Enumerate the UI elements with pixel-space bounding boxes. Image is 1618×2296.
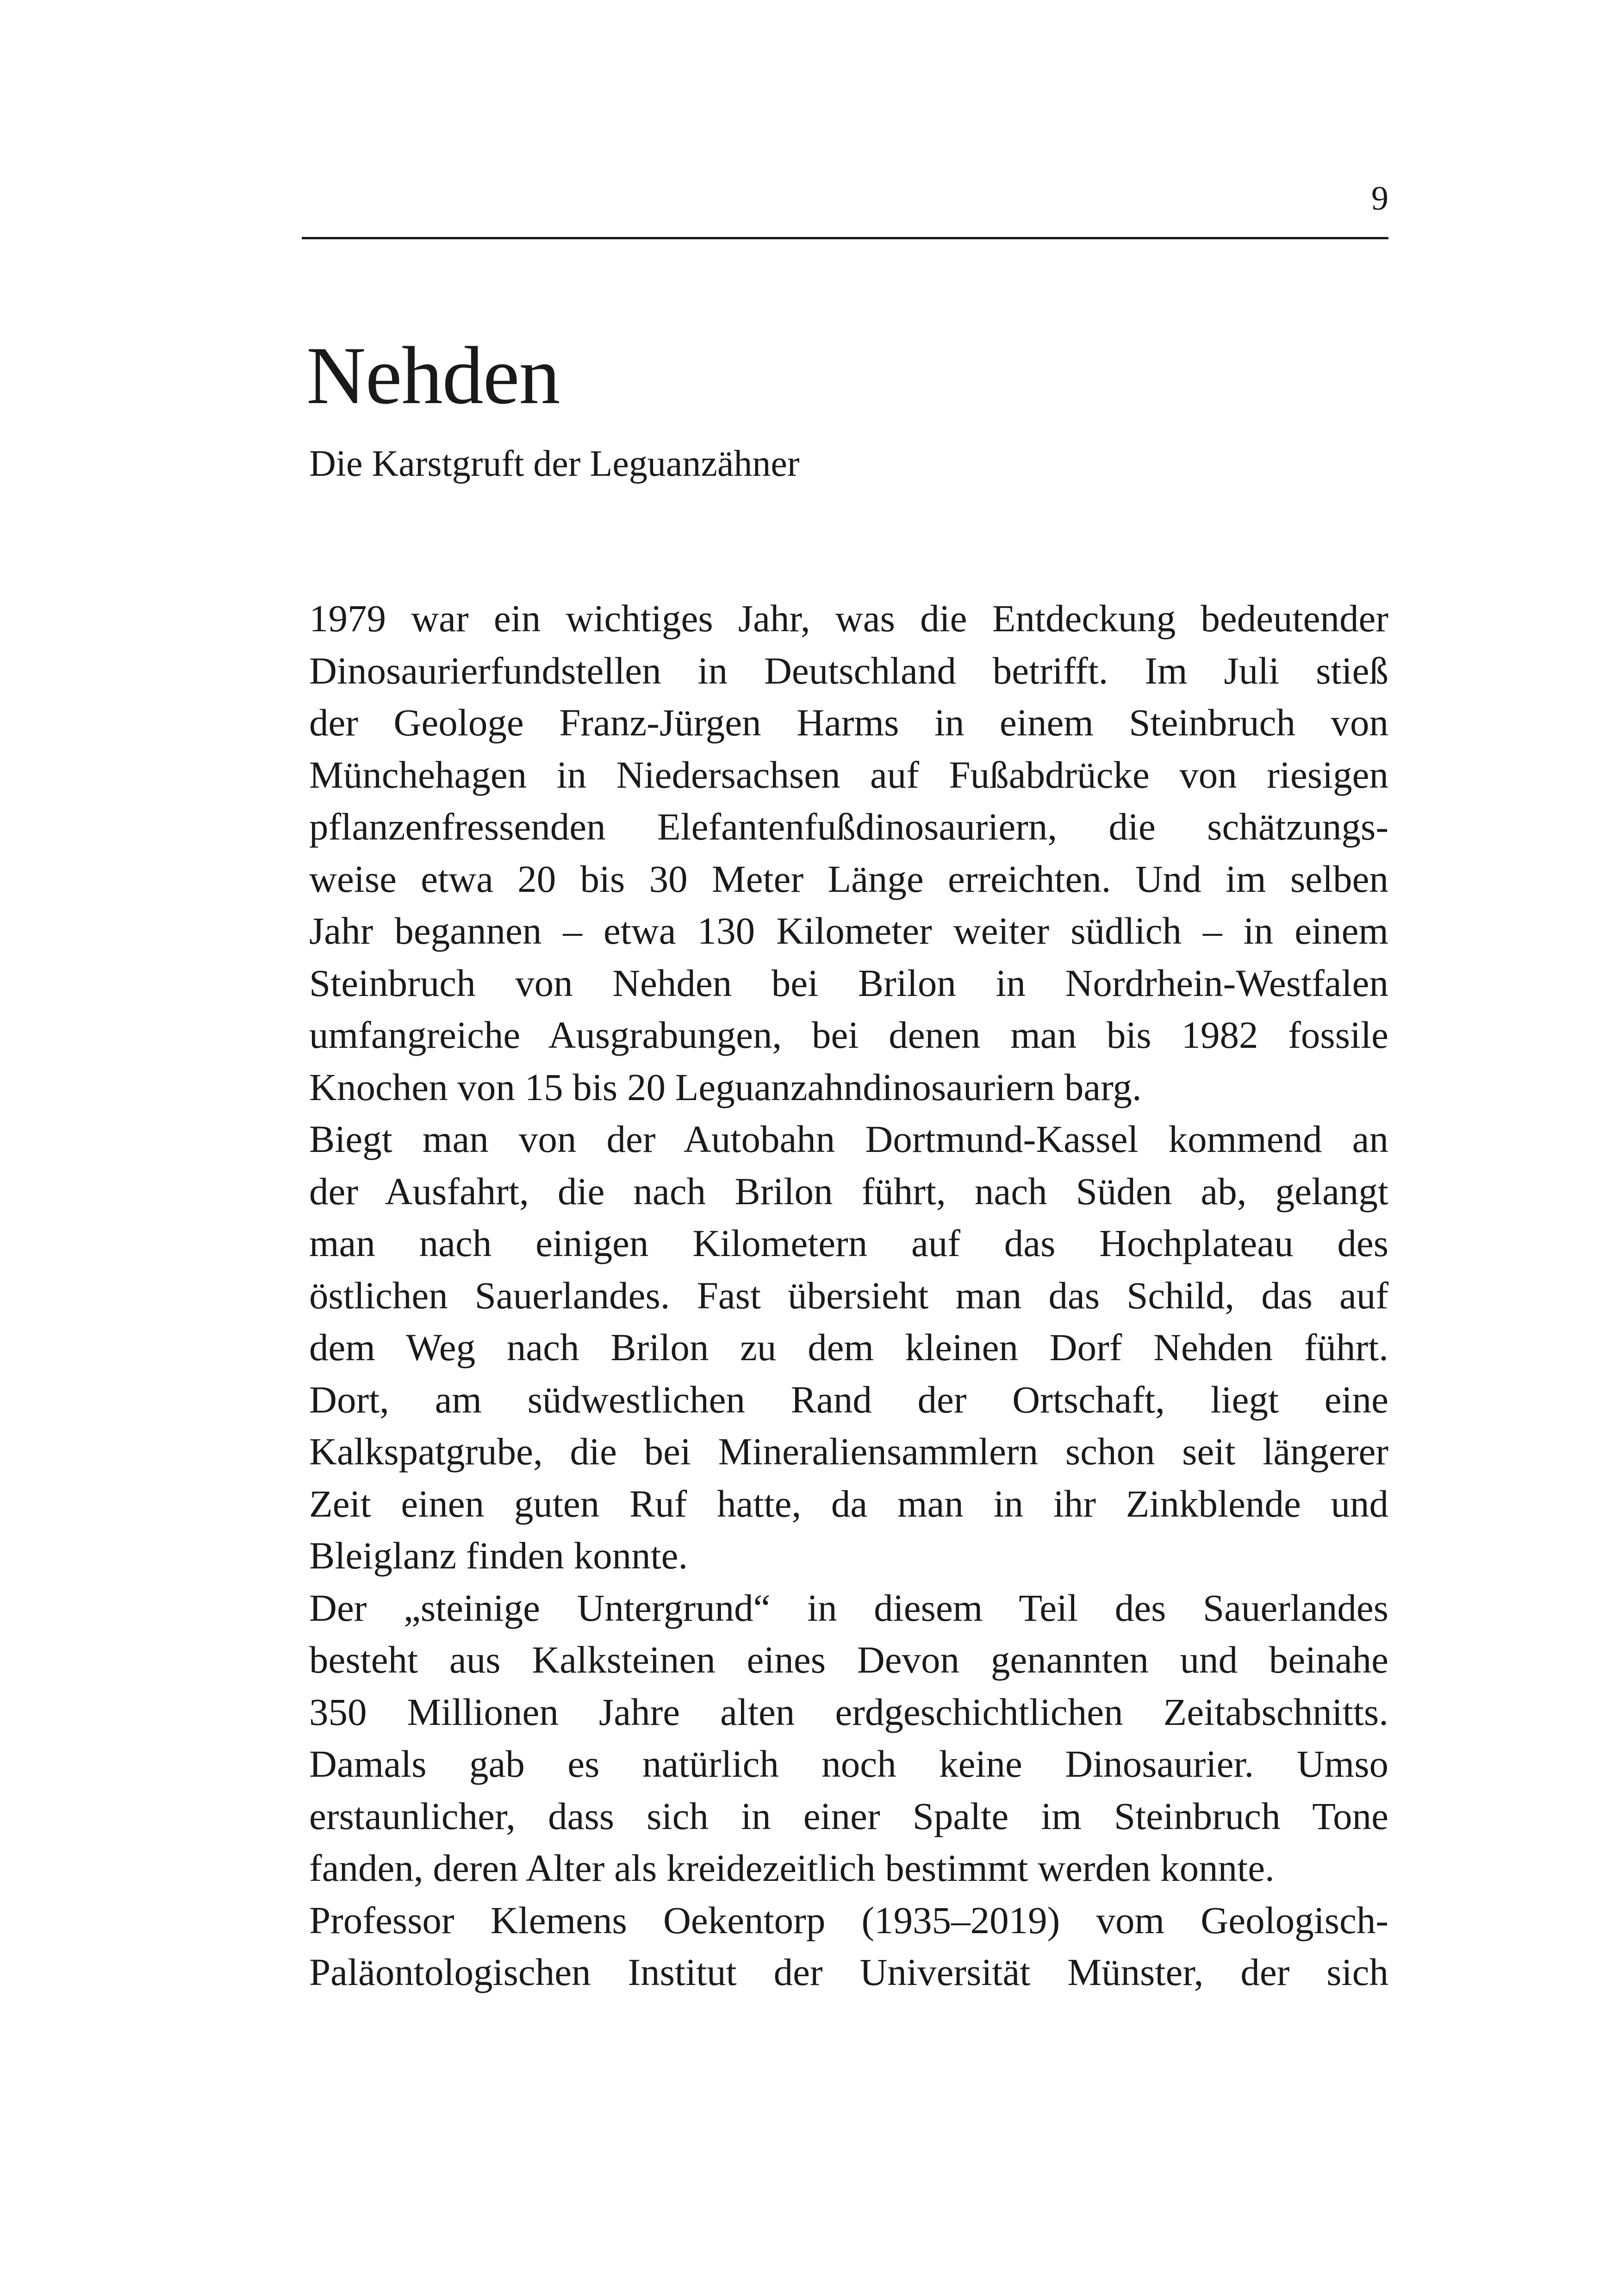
text-line: Zeit einen guten Ruf hatte, da man in ihr Zinkblende und	[309, 1482, 1388, 1525]
text-line: umfangreiche Ausgrabungen, bei denen man bis 1982 fossile	[309, 1014, 1388, 1056]
text-line: östlichen Sauerlandes. Fast übersieht man das Schild, das auf	[309, 1274, 1388, 1317]
text-line: Damals gab es natürlich noch keine Dinosaurier. Umso	[309, 1742, 1388, 1785]
text-line: 350 Millionen Jahre alten erdgeschichtlichen Zeitabschnitts.	[309, 1690, 1388, 1733]
text-line: Professor Klemens Oekentorp (1935–2019) vom Geologisch-	[309, 1898, 1388, 1941]
text-line: der Ausfahrt, die nach Brilon führt, nach Süden ab, gelangt	[309, 1170, 1388, 1213]
text-line: Münchehagen in Niedersachsen auf Fußabdrücke von riesigen	[309, 753, 1388, 796]
text-line: Dort, am südwestlichen Rand der Ortschaft, liegt eine	[309, 1378, 1388, 1421]
text-line: fanden, deren Alter als kreidezeitlich bestimmt werden konnte.	[309, 1847, 1275, 1889]
page-number: 9	[1371, 180, 1388, 218]
text-line: pflanzenfressenden Elefantenfußdinosauriern, die schätzungs-	[309, 805, 1388, 848]
text-line: dem Weg nach Brilon zu dem kleinen Dorf Nehden führt.	[309, 1326, 1388, 1369]
text-line: erstaunlicher, dass sich in einer Spalte im Steinbruch Tone	[309, 1794, 1388, 1837]
text-line: Steinbruch von Nehden bei Brilon in Nordrhein-Westfalen	[309, 961, 1388, 1004]
text-line: Jahr begannen – etwa 130 Kilometer weiter südlich – in einem	[309, 909, 1388, 952]
text-line: der Geologe Franz-Jürgen Harms in einem Steinbruch von	[309, 701, 1388, 744]
text-line: weise etwa 20 bis 30 Meter Länge erreichten. Und im selben	[309, 857, 1388, 900]
text-line: Bleiglanz finden konnte.	[309, 1534, 688, 1577]
body-text	[309, 592, 1388, 1998]
text-line: besteht aus Kalksteinen eines Devon genannten und beinahe	[309, 1638, 1388, 1681]
header-rule	[302, 237, 1388, 239]
text-line: Biegt man von der Autobahn Dortmund-Kassel kommend an	[309, 1118, 1388, 1160]
chapter-subtitle: Die Karstgruft der Leguanzähner	[309, 443, 800, 484]
text-line: Paläontologischen Institut der Universität Münster, der sich	[309, 1951, 1388, 1993]
text-line: Dinosaurierfundstellen in Deutschland betrifft. Im Juli stieß	[309, 649, 1388, 692]
text-line: Knochen von 15 bis 20 Leguanzahndinosauriern barg.	[309, 1065, 1142, 1108]
text-line: man nach einigen Kilometern auf das Hochplateau des	[309, 1222, 1388, 1264]
text-line: 1979 war ein wichtiges Jahr, was die Entdeckung bedeutender	[309, 597, 1388, 640]
text-line: Kalkspatgrube, die bei Mineraliensammlern schon seit längerer	[309, 1430, 1388, 1473]
chapter-title: Nehden	[306, 330, 560, 421]
text-line: Der „steinige Untergrund“ in diesem Teil des Sauerlandes	[309, 1586, 1388, 1629]
